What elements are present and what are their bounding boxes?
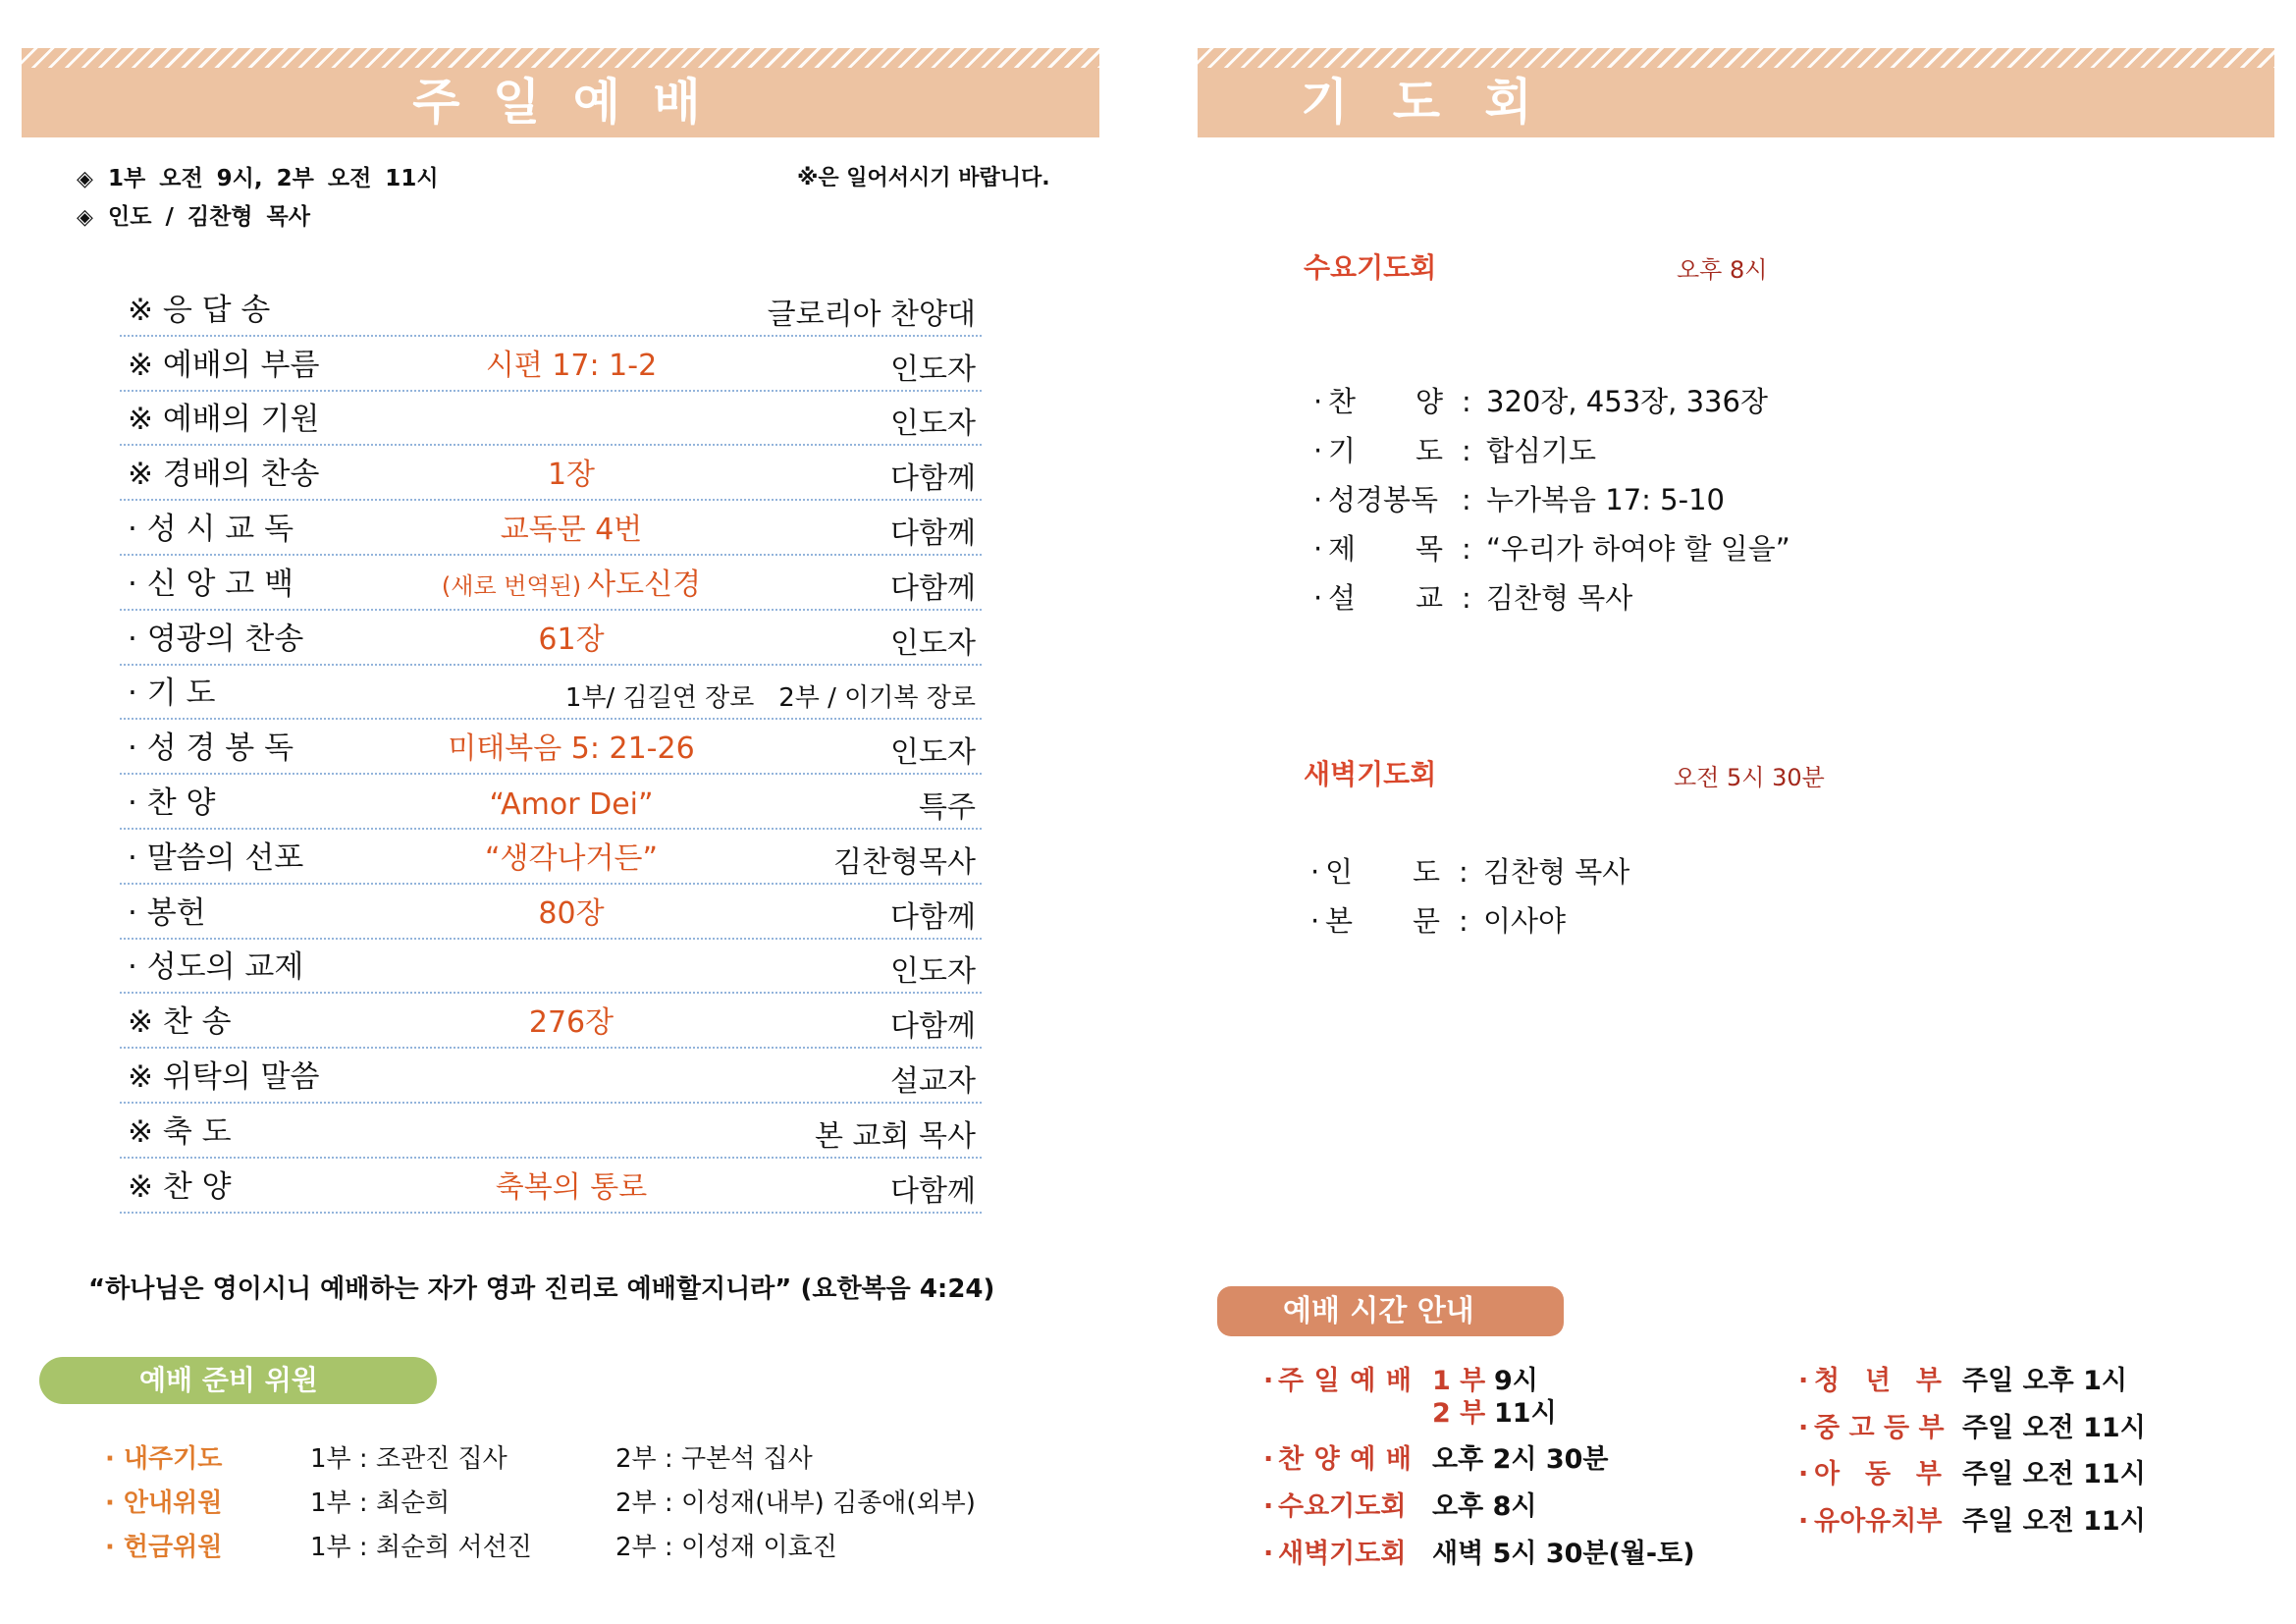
- order-item-label: ※ 찬 양: [128, 1168, 232, 1205]
- prayer-item-value: 누가복음 17: 5-10: [1486, 483, 1725, 516]
- prayer-item: [1313, 475, 2197, 524]
- prayer-item-label: 본 문: [1325, 904, 1440, 938]
- order-item-label: · 신 앙 고 백: [128, 566, 294, 602]
- order-item-performer: 인도자: [890, 735, 976, 771]
- order-item-reference: [489, 787, 653, 822]
- prayer-item-value: 김찬형 목사: [1486, 581, 1633, 615]
- bullet-dot: ·: [1798, 1459, 1809, 1489]
- schedule-header-pill: [1217, 1286, 1564, 1336]
- prayer-item-value: “우리가 하여야 할 일을”: [1486, 532, 1790, 566]
- diamond-bullet-icon: ◈: [77, 167, 93, 191]
- committee-title: 예배 준비 위원: [139, 1364, 318, 1396]
- schedule-part: 2 부: [1432, 1398, 1486, 1429]
- prayer-meeting-title: 기 도 회: [1301, 74, 1546, 131]
- order-item-performer: 인도자: [890, 406, 976, 442]
- schedule-time: 11시: [1494, 1398, 1557, 1429]
- prayer-item-label: 인 도: [1325, 855, 1440, 889]
- dawn-prayer-name: 새벽기도회: [1304, 758, 1437, 790]
- schedule-secondary-row: [1798, 1409, 2230, 1448]
- order-item-reference: [529, 998, 614, 1041]
- prayer-item-label: 제 목: [1328, 532, 1443, 566]
- order-item-performer: 설교자: [890, 1063, 976, 1099]
- order-item-performer: 인도자: [890, 625, 976, 661]
- order-item-label: · 성 시 교 독: [128, 511, 294, 547]
- order-item-reference-text: “생각나거든”: [485, 840, 658, 876]
- prayer-item-label: 설 교: [1328, 581, 1443, 615]
- order-row: [120, 1049, 982, 1104]
- bullet-dot: ·: [1798, 1413, 1809, 1443]
- prayer-meeting-header: [1198, 48, 2274, 137]
- order-item-performer: 인도자: [890, 954, 976, 990]
- order-item-label: · 성 경 봉 독: [128, 731, 294, 767]
- schedule-sunday-second-row: [1263, 1394, 1695, 1434]
- order-item-reference-note: (새로 번역된): [441, 571, 582, 600]
- schedule-label: 유아유치부: [1814, 1506, 1943, 1537]
- committee-role: · 내주기도: [105, 1444, 223, 1474]
- committee-row: [105, 1439, 1087, 1479]
- order-item-performer: 다함께: [890, 1173, 976, 1209]
- order-item-performer: 글로리아 찬양대: [767, 297, 976, 332]
- order-item-label: ※ 축 도: [128, 1113, 232, 1150]
- order-row: [120, 282, 982, 337]
- schedule-label: 중 고 등 부: [1814, 1413, 1945, 1443]
- committee-second-service: 2부 : 이성재(내부) 김종애(외부): [615, 1489, 976, 1518]
- bullet-dot: ·: [1313, 385, 1323, 418]
- committee-first-service: 1부 : 조관진 집사: [310, 1444, 507, 1474]
- prayer-item: [1313, 524, 2197, 573]
- prayer-item: [1313, 426, 2197, 475]
- order-item-label: · 기 도: [128, 676, 216, 712]
- prayer-item: [1313, 573, 2197, 623]
- schedule-wednesday-row: [1263, 1488, 1695, 1527]
- committee-header-pill: [39, 1357, 437, 1404]
- order-item-label: · 성도의 교제: [128, 949, 304, 986]
- prayer-item-value: 김찬형 목사: [1483, 855, 1630, 889]
- service-leader: 인도 / 김찬형 목사: [108, 204, 310, 230]
- schedule-children-row: [1798, 1455, 2230, 1494]
- order-item-performer: 인도자: [890, 352, 976, 387]
- dawn-prayer-list: [1310, 847, 2194, 946]
- order-row: [120, 940, 982, 995]
- colon-separator: :: [1462, 581, 1471, 615]
- order-of-service: [120, 282, 982, 1214]
- order-item-performer: 다함께: [890, 1009, 976, 1045]
- order-item-reference-text: 1장: [547, 458, 596, 493]
- order-item-performer: 다함께: [890, 899, 976, 935]
- order-item-reference: [538, 889, 604, 932]
- prayer-item: [1310, 847, 2194, 896]
- order-item-performer: 특주: [919, 789, 976, 825]
- bullet-dot: ·: [1263, 1491, 1274, 1522]
- order-item-reference-text: 276장: [528, 1005, 614, 1041]
- order-item-reference: [486, 341, 657, 384]
- order-item-reference: [442, 560, 701, 603]
- order-item-reference: [448, 724, 694, 767]
- schedule-label: 청 년 부: [1814, 1366, 1942, 1396]
- prayer-item-value: 합심기도: [1486, 434, 1597, 467]
- bullet-dot: ·: [1313, 532, 1323, 566]
- order-item-performer: 1부/ 김길연 장로 2부 / 이기복 장로: [564, 683, 976, 714]
- order-item-reference-text: 시편 17: 1-2: [485, 348, 658, 383]
- order-row: [120, 994, 982, 1049]
- bullet-dot: ·: [1310, 904, 1320, 938]
- schedule-label: 새벽기도회: [1278, 1539, 1407, 1569]
- header-stripe-pattern: [22, 48, 1099, 68]
- order-item-performer: 다함께: [890, 570, 976, 606]
- order-item-label: ※ 경배의 찬송: [128, 457, 320, 493]
- schedule-youth-row: [1798, 1362, 2230, 1401]
- sunday-service-header: [22, 48, 1099, 137]
- colon-separator: :: [1462, 483, 1471, 516]
- order-item-reference: [548, 450, 595, 493]
- order-item-label: · 말씀의 선포: [128, 839, 304, 876]
- order-row: [120, 556, 982, 611]
- schedule-dawn-row: [1263, 1535, 1695, 1574]
- order-item-label: ※ 예배의 기원: [128, 402, 320, 438]
- colon-separator: :: [1459, 904, 1468, 938]
- leader-line: [77, 199, 310, 235]
- wednesday-prayer-time: 오후 8시: [1677, 256, 1768, 284]
- prayer-item-value: 이사야: [1483, 904, 1567, 938]
- order-row: [120, 885, 982, 940]
- order-item-reference-text: 미태복음 5: 21-26: [448, 731, 695, 767]
- schedule-time: 주일 오전 11시: [1962, 1506, 2146, 1537]
- sunday-service-title: 주 일 예 배: [412, 74, 709, 131]
- schedule-time: 주일 오전 11시: [1962, 1459, 2146, 1489]
- schedule-time: 오후 2시 30분: [1432, 1444, 1609, 1475]
- prayer-item: [1310, 896, 2194, 946]
- order-item-reference-text: 축복의 통로: [495, 1169, 648, 1205]
- order-item-reference: [538, 615, 604, 658]
- wednesday-prayer-list: [1313, 377, 2197, 623]
- prayer-item: [1313, 377, 2197, 426]
- schedule-time: 새벽 5시 30분(월-토): [1432, 1539, 1695, 1569]
- order-item-reference-text: 80장: [538, 895, 605, 931]
- order-item-label: · 봉헌: [128, 894, 206, 931]
- order-row: [120, 666, 982, 721]
- bullet-dot: ·: [1798, 1366, 1809, 1396]
- order-row: [120, 775, 982, 830]
- schedule-time: 9시: [1494, 1366, 1538, 1396]
- service-times-line: [77, 161, 439, 196]
- diamond-bullet-icon: ◈: [77, 205, 93, 230]
- order-item-reference-text: 61장: [538, 622, 605, 657]
- scripture-quote: “하나님은 영이시니 예배하는 자가 영과 진리로 예배할지니라” (요한복음 4:24): [88, 1274, 995, 1304]
- order-row: [120, 830, 982, 885]
- wednesday-prayer-name: 수요기도회: [1304, 251, 1437, 284]
- header-stripe-pattern: [1198, 48, 2274, 68]
- bullet-dot: ·: [1798, 1506, 1809, 1537]
- bullet-dot: ·: [1263, 1444, 1274, 1475]
- schedule-preschool-row: [1798, 1502, 2230, 1542]
- order-row: [120, 446, 982, 501]
- order-row: [120, 501, 982, 556]
- bullet-dot: ·: [1313, 581, 1323, 615]
- order-row: [120, 337, 982, 392]
- bullet-dot: ·: [1263, 1366, 1274, 1396]
- schedule-time: 주일 오후 1시: [1962, 1366, 2127, 1396]
- prayer-item-label: 기 도: [1328, 434, 1443, 467]
- bullet-dot: ·: [1313, 434, 1323, 467]
- order-item-label: ※ 찬 송: [128, 1004, 232, 1041]
- dawn-prayer-time: 오전 5시 30분: [1674, 764, 1825, 791]
- schedule-label: 주 일 예 배: [1278, 1366, 1412, 1396]
- colon-separator: :: [1462, 434, 1471, 467]
- schedule-time: 주일 오전 11시: [1962, 1413, 2146, 1443]
- service-times: 1부 오전 9시, 2부 오전 11시: [108, 166, 439, 191]
- order-row: [120, 1159, 982, 1214]
- order-item-reference-text: “Amor Dei”: [489, 786, 654, 822]
- committee-row: [105, 1528, 1087, 1567]
- order-item-reference-text: 사도신경: [587, 567, 702, 602]
- order-row: [120, 611, 982, 666]
- order-item-reference: [496, 1163, 647, 1206]
- order-row: [120, 720, 982, 775]
- schedule-praise-row: [1263, 1440, 1695, 1480]
- colon-separator: :: [1459, 855, 1468, 889]
- order-item-reference: [485, 834, 658, 877]
- committee-second-service: 2부 : 구본석 집사: [615, 1444, 813, 1474]
- order-item-performer: 본 교회 목사: [815, 1118, 976, 1154]
- schedule-label: 수요기도회: [1278, 1491, 1407, 1522]
- committee-role: · 헌금위원: [105, 1533, 223, 1562]
- committee-first-service: 1부 : 최순희 서선진: [310, 1533, 532, 1562]
- committee-second-service: 2부 : 이성재 이효진: [615, 1533, 837, 1562]
- order-item-reference: [501, 505, 643, 548]
- prayer-item-label: 찬 양: [1328, 385, 1443, 418]
- prayer-item-label: 성경봉독: [1328, 483, 1439, 516]
- schedule-time: 오후 8시: [1432, 1491, 1537, 1522]
- bullet-dot: ·: [1310, 855, 1320, 889]
- order-item-label: · 영광의 찬송: [128, 621, 304, 657]
- schedule-part: 1 부: [1432, 1366, 1486, 1396]
- colon-separator: :: [1462, 385, 1471, 418]
- order-item-label: ※ 위탁의 말씀: [128, 1058, 320, 1095]
- schedule-label: 아 동 부: [1814, 1459, 1942, 1489]
- committee-role: · 안내위원: [105, 1489, 223, 1518]
- committee-first-service: 1부 : 최순희: [310, 1489, 451, 1518]
- order-item-performer: 다함께: [890, 461, 976, 497]
- order-row: [120, 392, 982, 447]
- bullet-dot: ·: [1313, 483, 1323, 516]
- schedule-label: 찬 양 예 배: [1278, 1444, 1412, 1475]
- order-item-label: · 찬 양: [128, 785, 216, 821]
- prayer-item-value: 320장, 453장, 336장: [1486, 385, 1768, 418]
- order-item-performer: 다함께: [890, 515, 976, 551]
- order-item-label: ※ 응 답 송: [128, 292, 271, 328]
- order-item-reference-text: 교독문 4번: [500, 512, 643, 547]
- order-item-label: ※ 예배의 부름: [128, 347, 320, 383]
- bullet-dot: ·: [1263, 1539, 1274, 1569]
- standing-notice: ※은 일어서시기 바랍니다.: [797, 166, 1050, 190]
- schedule-title: 예배 시간 안내: [1283, 1294, 1474, 1328]
- committee-row: [105, 1484, 1087, 1523]
- colon-separator: :: [1462, 532, 1471, 566]
- order-row: [120, 1104, 982, 1159]
- order-item-performer: 김찬형목사: [833, 844, 976, 880]
